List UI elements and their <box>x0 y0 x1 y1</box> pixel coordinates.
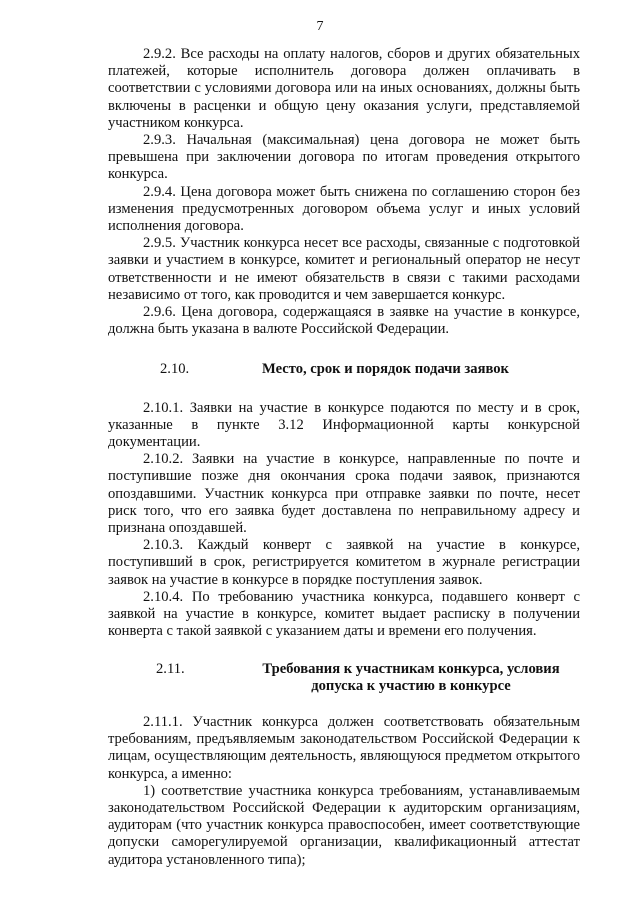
section-number: 2.11. <box>156 660 185 677</box>
paragraph-2-9-3: 2.9.3. Начальная (максимальная) цена договора не может быть превышена при заключении договора по итогам проведения открытого конкурса. <box>108 132 580 183</box>
paragraph-2-10-2: 2.10.2. Заявки на участие в конкурсе, направленные по почте и поступившие позже дня окончания срока подачи заявок, признаются опоздавшими. Участник конкурса при отправке заявки по почте, несет риск того, что его заявка будет доставлена по неправильному адресу и признана опоздавшей. <box>108 451 580 537</box>
paragraph-2-9-2: 2.9.2. Все расходы на оплату налогов, сборов и других обязательных платежей, которые исполнитель договора должен оплачивать в соответствии с условиями договора или на иных основаниях, должны быть включены в расценки и общую цену оказания услуги, представляемой участником конкурса. <box>108 46 580 131</box>
document-body <box>108 46 580 869</box>
list-item-1: 1) соответствие участника конкурса требованиям, устанавливаемым законодательством Российской Федерации к аудиторским организациям, аудиторам (что участник конкурса правоспособен, имеет соответствующие допуски саморегулируемой организации, квалификационный аттестат аудитора установленного типа); <box>108 782 580 868</box>
page-number: 7 <box>316 19 324 34</box>
paragraph-2-9-6: 2.9.6. Цена договора, содержащаяся в заявке на участие в конкурсе, должна быть указана в валюте Российской Федерации. <box>108 304 580 338</box>
section-heading-2-10 <box>108 361 580 378</box>
paragraph-2-10-4: 2.10.4. По требованию участника конкурса, подавшего конверт с заявкой на участие в конкурсе, комитет выдает расписку в получении конверта с такой заявкой с указанием даты и времени его получения. <box>108 588 580 640</box>
paragraph-2-10-1: 2.10.1. Заявки на участие в конкурсе подаются по месту и в срок, указанные в пункте 3.12 Информационной карты конкурсной документации. <box>108 399 580 451</box>
paragraph-2-9-4: 2.9.4. Цена договора может быть снижена по соглашению сторон без изменения предусмотренных договором объема услуг и иных условий исполнения договора. <box>108 183 580 235</box>
paragraph-2-10-3: 2.10.3. Каждый конверт с заявкой на участие в конкурсе, поступивший в срок, регистрируется комитетом в журнале регистрации заявок на участие в конкурсе в порядке поступления заявок. <box>108 537 580 588</box>
section-title: Требования к участникам конкурса, условия допуска к участию в конкурсе <box>262 660 560 694</box>
paragraph-2-9-5: 2.9.5. Участник конкурса несет все расходы, связанные с подготовкой заявки и участием в конкурсе, комитет и региональный оператор не несут ответственности и не имеют обязательств в связи с такими расходами независимо от того, как проводится и чем завершается конкурс. <box>108 235 580 303</box>
paragraph-2-11-1: 2.11.1. Участник конкурса должен соответствовать обязательным требованиям, предъявляемым законодательством Российской Федерации к лицам, осуществляющим деятельность, являющуюся предметом открытого конкурса, а именно: <box>108 713 580 782</box>
section-heading-2-11 <box>108 661 580 695</box>
section-number: 2.10. <box>160 361 190 378</box>
section-title: Место, срок и порядок подачи заявок <box>262 361 509 378</box>
